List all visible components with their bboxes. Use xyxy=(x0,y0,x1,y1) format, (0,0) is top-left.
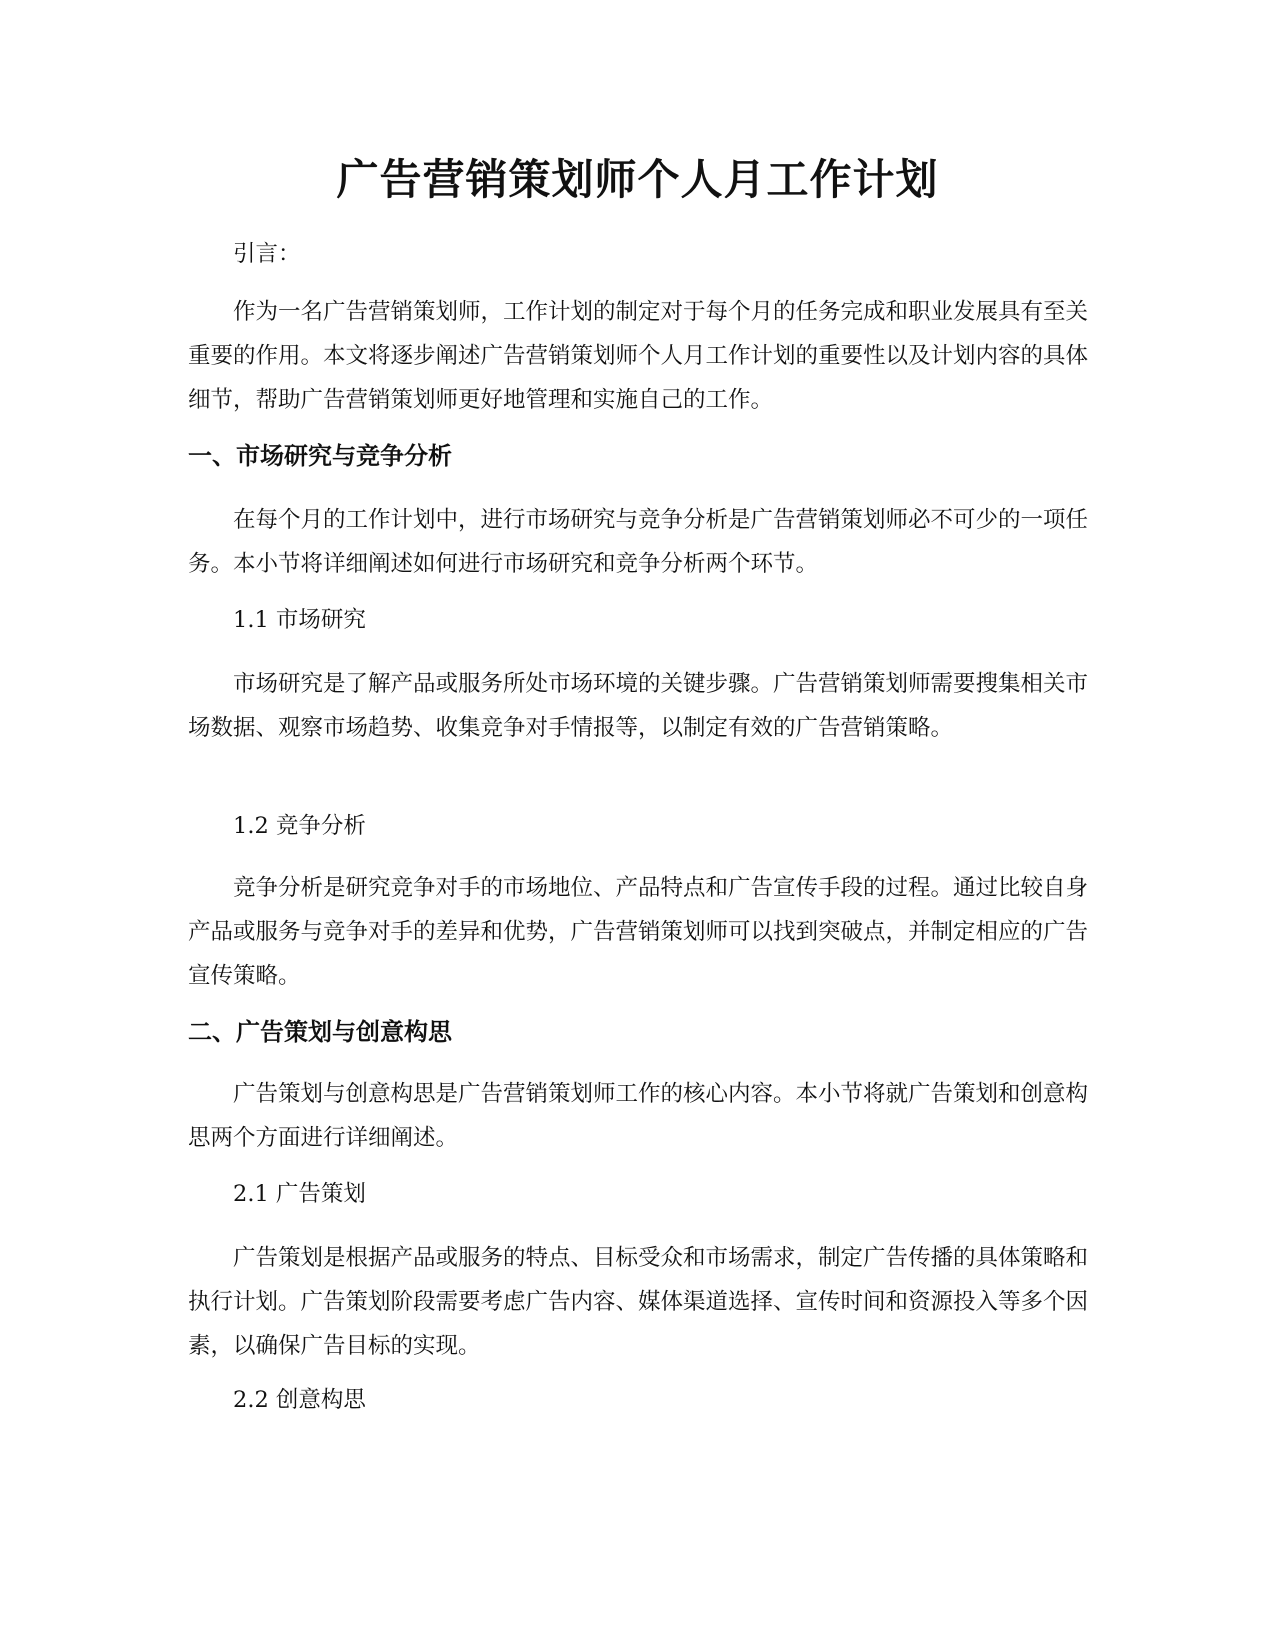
subsection-2-1-heading: 2.1 广告策划 xyxy=(233,1181,366,1207)
section-2-paragraph: 广告策划与创意构思是广告营销策划师工作的核心内容。本小节将就广告策划和创意构思两个方面进行详细阐述。 xyxy=(188,1081,1089,1151)
subsection-2-2-heading: 2.2 创意构思 xyxy=(233,1387,366,1413)
section-1-heading: 一、市场研究与竞争分析 xyxy=(188,442,452,470)
subsection-1-2-heading: 1.2 竞争分析 xyxy=(233,813,366,839)
section-1-paragraph: 在每个月的工作计划中，进行市场研究与竞争分析是广告营销策划师必不可少的一项任务。本小节将详细阐述如何进行市场研究和竞争分析两个环节。 xyxy=(188,507,1089,577)
section-2-heading: 二、广告策划与创意构思 xyxy=(188,1018,452,1046)
intro-label: 引言： xyxy=(233,241,301,267)
subsection-1-1-paragraph: 市场研究是了解产品或服务所处市场环境的关键步骤。广告营销策划师需要搜集相关市场数据、观察市场趋势、收集竞争对手情报等，以制定有效的广告营销策略。 xyxy=(188,671,1089,741)
subsection-1-1-heading: 1.1 市场研究 xyxy=(233,607,366,633)
document-title: 广告营销策划师个人月工作计划 xyxy=(336,155,939,204)
subsection-2-1-paragraph: 广告策划是根据产品或服务的特点、目标受众和市场需求，制定广告传播的具体策略和执行计划。广告策划阶段需要考虑广告内容、媒体渠道选择、宣传时间和资源投入等多个因素，以确保广告目标的实现。 xyxy=(188,1245,1089,1359)
intro-paragraph: 作为一名广告营销策划师，工作计划的制定对于每个月的任务完成和职业发展具有至关重要的作用。本文将逐步阐述广告营销策划师个人月工作计划的重要性以及计划内容的具体细节，帮助广告营销策划师更好地管理和实施自己的工作。 xyxy=(188,299,1089,413)
subsection-1-2-paragraph: 竞争分析是研究竞争对手的市场地位、产品特点和广告宣传手段的过程。通过比较自身产品或服务与竞争对手的差异和优势，广告营销策划师可以找到突破点，并制定相应的广告宣传策略。 xyxy=(188,875,1089,989)
